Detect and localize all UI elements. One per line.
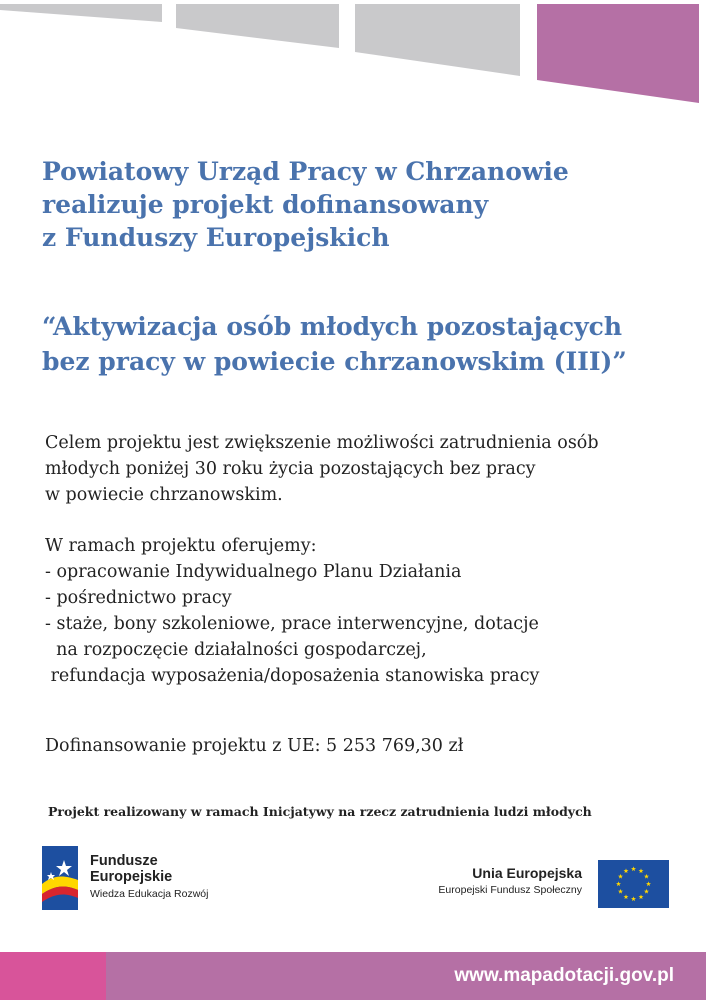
fundusze-europejskie-text: [90, 854, 208, 902]
ue-name: Unia Europejska: [472, 865, 582, 881]
offer-item: - pośrednictwo pracy: [45, 588, 232, 608]
band-purple-segment: [537, 4, 699, 103]
offer-item: na rozpoczęcie działalności gospodarczej,: [45, 640, 427, 660]
headline-line: z Funduszy Europejskich: [42, 223, 390, 252]
headline-line: Powiatowy Urząd Pracy w Chrzanowie: [42, 157, 569, 186]
offer-item: - staże, bony szkoleniowe, prace interwencyjne, dotacje: [45, 614, 539, 634]
initiative-note: Projekt realizowany w ramach Inicjatywy na rzecz zatrudnienia ludzi młodych: [48, 804, 592, 819]
footer-bar: [0, 952, 706, 1000]
goal-paragraph: [45, 430, 685, 508]
project-title-line: bez pracy w powiecie chrzanowskim (III)”: [42, 347, 627, 376]
eu-flag-icon: [598, 860, 669, 908]
project-title: [42, 309, 702, 379]
offer-section: [45, 533, 685, 689]
fe-name-line2: Europejskie: [90, 869, 173, 885]
unia-europejska-text: [438, 864, 582, 898]
headline: [42, 155, 692, 254]
top-decorative-band: [0, 0, 706, 110]
offer-intro: W ramach projektu oferujemy:: [45, 536, 317, 556]
goal-line: w powiecie chrzanowskim.: [45, 485, 283, 505]
headline-line: realizuje projekt dofinansowany: [42, 190, 489, 219]
fundusze-europejskie-logo: [42, 846, 242, 912]
band-gray-segment-1: [0, 4, 162, 22]
footer-url-text[interactable]: www.mapadotacji.gov.pl: [454, 965, 674, 986]
fundusze-europejskie-flag-icon: [42, 846, 78, 910]
goal-line: Celem projektu jest zwiększenie możliwości zatrudnienia osób: [45, 433, 599, 453]
goal-line: młodych poniżej 30 roku życia pozostających bez pracy: [45, 459, 536, 479]
offer-item: - opracowanie Indywidualnego Planu Działania: [45, 562, 462, 582]
footer-pink-block: [0, 952, 106, 1000]
funding-text: Dofinansowanie projektu z UE: 5 253 769,30 zł: [45, 736, 464, 756]
offer-item: refundacja wyposażenia/doposażenia stanowiska pracy: [45, 666, 540, 686]
project-title-line: “Aktywizacja osób młodych pozostających: [42, 312, 623, 341]
footer-url-link[interactable]: [106, 952, 674, 1000]
band-gray-segment-3: [355, 4, 520, 76]
ue-fund-name: Europejski Fundusz Społeczny: [438, 884, 582, 896]
fe-program-name: Wiedza Edukacja Rozwój: [90, 888, 209, 900]
fe-name-line1: Fundusze: [90, 853, 158, 869]
funding-amount: [45, 733, 685, 759]
band-gray-segment-2: [176, 4, 339, 48]
